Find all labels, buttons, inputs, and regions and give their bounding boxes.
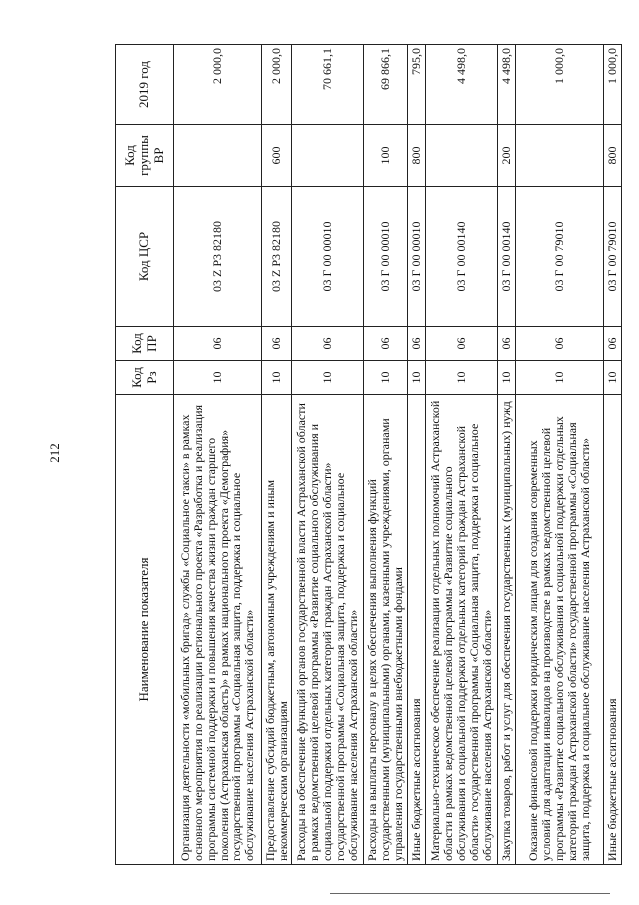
row-value: 4 498,0 [426, 45, 498, 125]
row-csr: 03 Z P3 82180 [174, 187, 262, 327]
table-row [516, 45, 604, 865]
table-row [174, 45, 262, 865]
header-csr: Код ЦСР [116, 187, 174, 327]
row-vr: 800 [604, 125, 622, 187]
row-value: 2 000,0 [174, 45, 262, 125]
row-rz: 10 [262, 361, 292, 395]
header-pr: Код ПР [116, 327, 174, 361]
row-vr [516, 125, 604, 187]
row-pr: 06 [516, 327, 604, 361]
page-number: 212 [47, 443, 62, 463]
header-vr: Код группы ВР [116, 125, 174, 187]
row-name: Организация деятельности «мобильных бригад» службы «Социальное такси» в рамках основного мероприятия по реализации регионального проекта «Разработка и реализация программы системной поддержки и повышения качества жизни граждан старшего поколения (Астраханская область)» в рамках национального проекта «Демография» государственной программы «Социальная защита, поддержка и социальное обслуживание населения Астраханской области» [174, 395, 262, 865]
row-pr: 06 [174, 327, 262, 361]
row-pr: 06 [364, 327, 408, 361]
row-vr: 100 [364, 125, 408, 187]
table-row [262, 45, 292, 865]
table-row [292, 45, 364, 865]
row-vr: 200 [498, 125, 516, 187]
header-rz: Код Рз [116, 361, 174, 395]
row-csr: 03 Г 00 00010 [408, 187, 426, 327]
table-row [604, 45, 622, 865]
row-csr: 03 Г 00 00140 [498, 187, 516, 327]
row-name: Закупка товаров, работ и услуг для обеспечения государственных (муниципальных) нужд [498, 395, 516, 865]
header-year: 2019 год [116, 45, 174, 125]
row-rz: 10 [408, 361, 426, 395]
row-csr: 03 Г 00 00140 [426, 187, 498, 327]
rotated-page-content [115, 45, 620, 865]
row-csr: 03 Z P3 82180 [262, 187, 292, 327]
row-value: 69 866,1 [364, 45, 408, 125]
row-value: 4 498,0 [498, 45, 516, 125]
row-rz: 10 [516, 361, 604, 395]
row-value: 70 661,1 [292, 45, 364, 125]
row-rz: 10 [292, 361, 364, 395]
row-csr: 03 Г 00 79010 [604, 187, 622, 327]
table-row [364, 45, 408, 865]
row-name: Расходы на обеспечение функций органов государственной власти Астраханской области в рамках ведомственной целевой программы «Развитие социального обслуживания и социальной поддержки отдельных категорий граждан Астраханской области» государственной программы «Социальная защита, поддержка и социальное обслуживание населения Астраханской области» [292, 395, 364, 865]
row-name: Иные бюджетные ассигнования [604, 395, 622, 865]
row-pr: 06 [426, 327, 498, 361]
row-csr: 03 Г 00 00010 [292, 187, 364, 327]
row-rz: 10 [604, 361, 622, 395]
row-name: Предоставление субсидий бюджетным, автономным учреждениям и иным некоммерческим организациям [262, 395, 292, 865]
row-name: Оказание финансовой поддержки юридическим лицам для создания современных условий для адаптации инвалидов на производстве в рамках ведомственной целевой программы «Развитие социального обслуживания и социальной поддержки отдельных категорий граждан Астраханской области» государственной программы «Социальная защита, поддержка и социальное обслуживание населения Астраханской области» [516, 395, 604, 865]
row-vr [174, 125, 262, 187]
row-csr: 03 Г 00 79010 [516, 187, 604, 327]
table-header-row [116, 45, 174, 865]
row-vr: 600 [262, 125, 292, 187]
row-vr [426, 125, 498, 187]
row-rz: 10 [426, 361, 498, 395]
row-value: 2 000,0 [262, 45, 292, 125]
row-vr: 800 [408, 125, 426, 187]
row-name: Материально-техническое обеспечение реализации отдельных полномочий Астраханской области в рамках ведомственной целевой программы «Развитие социального обслуживания и социальной поддержки отдельных категорий граждан Астраханской области» государственной программы «Социальная защита, поддержка и социальное обслуживание населения Астраханской области» [426, 395, 498, 865]
table-row [408, 45, 426, 865]
row-rz: 10 [364, 361, 408, 395]
row-rz: 10 [174, 361, 262, 395]
row-name: Иные бюджетные ассигнования [408, 395, 426, 865]
row-rz: 10 [498, 361, 516, 395]
table-row [498, 45, 516, 865]
budget-table [115, 44, 622, 865]
table-row [426, 45, 498, 865]
row-value: 1 000,0 [604, 45, 622, 125]
row-pr: 06 [262, 327, 292, 361]
row-vr [292, 125, 364, 187]
row-pr: 06 [292, 327, 364, 361]
row-name: Расходы на выплаты персоналу в целях обеспечения выполнения функций государственными (муниципальными) органами, казенными учреждениями, органами управления государственными внебюджетными фондами [364, 395, 408, 865]
row-value: 795,0 [408, 45, 426, 125]
row-pr: 06 [604, 327, 622, 361]
row-pr: 06 [408, 327, 426, 361]
row-value: 1 000,0 [516, 45, 604, 125]
row-csr: 03 Г 00 00010 [364, 187, 408, 327]
row-pr: 06 [498, 327, 516, 361]
scan-edge-line [330, 893, 610, 894]
header-name: Наименование показателя [116, 395, 174, 865]
